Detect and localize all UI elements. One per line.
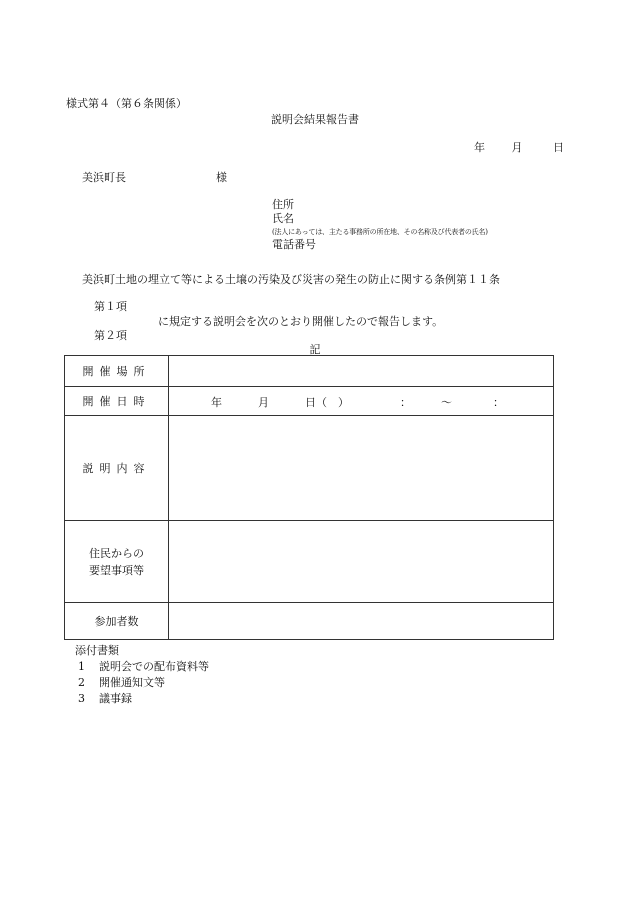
table-row-attendees (65, 603, 554, 640)
address-label: 住所 (272, 198, 294, 211)
attachment-text: 説明会での配布資料等 (99, 660, 209, 673)
attendees-label: 参加者数 (65, 603, 169, 640)
attachment-text: 議事録 (99, 692, 132, 705)
dt-colon-start: ： (400, 396, 411, 409)
name-label: 氏名 (272, 212, 294, 225)
datetime-field[interactable] (169, 387, 554, 416)
form-number: 様式第４（第６条関係） (66, 97, 187, 110)
dt-colon-end: ： (493, 396, 504, 409)
attachments-heading: 添付書類 (75, 644, 119, 657)
report-date (474, 139, 564, 155)
table-row-content (65, 416, 554, 521)
datetime-label: 開催日時 (65, 387, 169, 416)
attachment-item (75, 659, 209, 675)
ordinance-text: 美浜町土地の埋立て等による土壌の汚染及び災害の発生の防止に関する条例第１１条 (82, 273, 500, 286)
dt-year: 年 (211, 396, 222, 409)
date-month: 月 (511, 141, 523, 154)
attachment-number: 2 (78, 676, 85, 689)
addressee-honorific: 様 (216, 171, 227, 184)
clause-item-1: 第１項 (94, 300, 127, 313)
date-year: 年 (474, 141, 485, 154)
table-row-venue (65, 356, 554, 387)
attachment-item (75, 691, 209, 707)
attachment-text: 開催通知文等 (99, 676, 165, 689)
dt-day: 日（ ） (305, 396, 349, 409)
table-row-requests (65, 521, 554, 603)
requests-label (65, 521, 169, 603)
attachment-number: 1 (78, 660, 85, 673)
requests-label-line2: 要望事項等 (89, 563, 144, 577)
venue-field[interactable] (169, 356, 554, 387)
attachment-item (75, 675, 209, 691)
table-row-datetime (65, 387, 554, 416)
applicant-block (272, 198, 488, 252)
content-field[interactable] (169, 416, 554, 521)
name-note: (法人にあっては、主たる事務所の所在地、その名称及び代表者の氏名) (272, 228, 488, 236)
dt-month: 月 (258, 396, 269, 409)
clause-item-2: 第２項 (94, 329, 127, 342)
attachment-number: 3 (78, 692, 85, 705)
reported-text: に規定する説明会を次のとおり開催したので報告します。 (158, 315, 444, 328)
dt-tilde: 〜 (441, 396, 452, 409)
date-day: 日 (553, 141, 564, 154)
phone-label: 電話番号 (272, 238, 316, 251)
requests-field[interactable] (169, 521, 554, 603)
content-label: 説明内容 (65, 416, 169, 521)
ki-heading: 記 (309, 343, 321, 356)
document-title: 説明会結果報告書 (271, 113, 359, 126)
requests-label-line1: 住民からの (89, 546, 144, 560)
addressee (82, 169, 227, 185)
addressee-name: 美浜町長 (82, 171, 126, 184)
report-table (64, 355, 554, 640)
attendees-field[interactable] (169, 603, 554, 640)
venue-label: 開催場所 (65, 356, 169, 387)
attachments (75, 643, 209, 707)
